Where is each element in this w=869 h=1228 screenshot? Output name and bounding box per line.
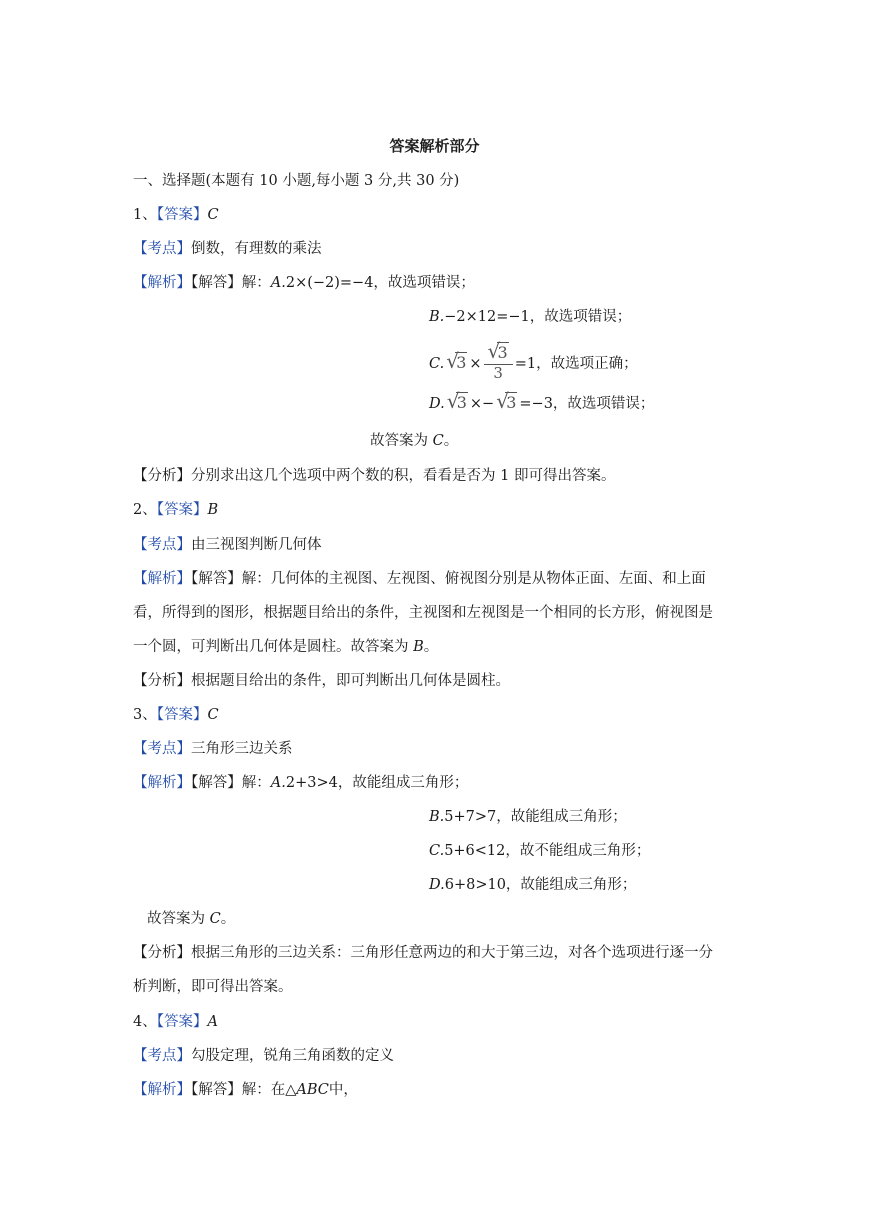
- q3-optB-line: [429, 807, 627, 827]
- q2-number: 2、: [133, 502, 157, 518]
- q2-sol-answer: B: [413, 639, 424, 655]
- sqrt-expression: [496, 389, 517, 414]
- radical-sign-icon: √: [487, 339, 501, 363]
- radical-sign-icon: √: [446, 349, 459, 373]
- q3-answer: C: [207, 707, 219, 723]
- analysis-tag: 【解析】: [133, 275, 191, 291]
- solution-tag: 【解答】: [191, 275, 242, 291]
- sqrt-expression: [446, 389, 468, 414]
- q2-sol-3: 一个圆，可判断出几何体是圆柱。故答案为: [133, 639, 414, 655]
- q3-solution-line: [133, 773, 468, 793]
- q1-conclusion: [370, 431, 458, 451]
- q4-answer-line: [133, 1012, 218, 1032]
- answer-tag: 【答案】: [156, 707, 208, 723]
- q1-optA-label: A.: [270, 275, 286, 291]
- q2-point-line: [133, 535, 322, 555]
- q3-optA-label: A.: [270, 775, 286, 791]
- radicand: 3: [456, 393, 467, 412]
- q2-solution-line-2: 看，所得到的图形，根据题目给出的条件，主视图和左视图是一个相同的长方形，俯视图是: [133, 605, 713, 621]
- analysis-tag: 【解析】: [133, 775, 191, 791]
- point-tag: 【考点】: [133, 741, 191, 757]
- q4-sol-post: 中，: [328, 1082, 358, 1098]
- answer-tag: 【答案】: [156, 1014, 208, 1030]
- q1-solution-line: [133, 273, 475, 293]
- sqrt-expression: [446, 349, 467, 374]
- q3-number: 3、: [133, 707, 157, 723]
- q2-review-line: [133, 671, 510, 691]
- q1-optD-line: [429, 389, 655, 414]
- q3-optB: 5+7>7，故能组成三角形；: [444, 809, 627, 825]
- page-title: 答案解析部分: [389, 137, 480, 155]
- q3-review-line-2: 析判断，即可得出答案。: [133, 979, 293, 995]
- q3-review-line-1: [133, 943, 713, 963]
- review-tag: 【分析】: [133, 945, 191, 961]
- q2-solution-line-3: [133, 637, 438, 657]
- q2-solution-line-1: [133, 569, 706, 589]
- q3-review-1: 根据三角形的三边关系：三角形任意两边的和大于第三边，对各个选项进行逐一分: [191, 945, 713, 961]
- q1-optD-mid: ×−: [469, 396, 495, 412]
- conclusion-answer: C: [432, 433, 444, 449]
- radicand: 3: [497, 343, 508, 362]
- solution-tag: 【解答】: [191, 571, 242, 587]
- q4-triangle-name: ABC: [296, 1082, 329, 1098]
- q3-optB-label: B.: [429, 809, 445, 825]
- section-heading: 一、选择题(本题有 10 小题,每小题 3 分,共 30 分): [133, 173, 460, 189]
- conclusion-end: 。: [443, 433, 459, 449]
- q3-optD-line: [429, 875, 636, 895]
- point-tag: 【考点】: [133, 537, 191, 553]
- analysis-tag: 【解析】: [133, 1082, 191, 1098]
- q2-answer: B: [207, 502, 219, 518]
- q1-optC-tail: =1，故选项正确；: [514, 356, 638, 372]
- fraction: [484, 339, 513, 382]
- fraction-denominator: 3: [493, 364, 503, 382]
- q1-review: 分别求出这几个选项中两个数的积，看看是否为 1 即可得出答案。: [191, 468, 616, 484]
- solution-tag: 【解答】: [191, 1082, 242, 1098]
- q3-optC-label: C.: [429, 843, 445, 859]
- times-sign: ×: [469, 356, 482, 372]
- q1-optC-label: C.: [429, 356, 445, 372]
- q4-solution-line: [133, 1080, 358, 1100]
- q2-review: 根据题目给出的条件，即可判断出几何体是圆柱。: [191, 673, 510, 689]
- q2-point: 由三视图判断几何体: [191, 537, 322, 553]
- analysis-tag: 【解析】: [133, 571, 191, 587]
- q1-answer: C: [207, 207, 219, 223]
- q4-answer: A: [207, 1014, 218, 1030]
- q4-sol-pre: 解：在△: [241, 1082, 297, 1098]
- q1-optB: −2×12=−1，故选项错误；: [444, 309, 632, 325]
- q3-optC: 5+6<12，故不能组成三角形；: [444, 843, 651, 859]
- q1-optD-label: D.: [429, 396, 445, 412]
- q3-conclusion: [147, 909, 235, 929]
- q3-point-line: [133, 739, 293, 759]
- conclusion-text: 故答案为: [147, 911, 210, 927]
- q1-review-line: [133, 466, 615, 486]
- q4-number: 4、: [133, 1014, 157, 1030]
- q1-optC-line: [429, 339, 638, 383]
- conclusion-text: 故答案为: [370, 433, 433, 449]
- q3-optD: 6+8>10，故能组成三角形；: [444, 877, 637, 893]
- q1-optB-label: B.: [429, 309, 445, 325]
- solution-tag: 【解答】: [191, 775, 242, 791]
- conclusion-end: 。: [220, 911, 236, 927]
- conclusion-answer: C: [209, 911, 221, 927]
- radical-sign-icon: √: [496, 389, 509, 413]
- point-tag: 【考点】: [133, 241, 191, 257]
- q1-point-line: [133, 239, 322, 259]
- radicand: 3: [506, 393, 517, 412]
- q4-point-line: [133, 1046, 394, 1066]
- q1-answer-line: [133, 205, 219, 225]
- q1-sol-prefix: 解：: [241, 275, 271, 291]
- answer-tag: 【答案】: [156, 207, 208, 223]
- q2-answer-line: [133, 500, 218, 520]
- point-tag: 【考点】: [133, 1048, 191, 1064]
- answer-tag: 【答案】: [156, 502, 208, 518]
- q1-optB-line: [429, 307, 631, 327]
- q2-sol-1: 解：几何体的主视图、左视图、俯视图分别是从物体正面、左面、和上面: [241, 571, 706, 587]
- q3-sol-prefix: 解：: [241, 775, 271, 791]
- q2-sol-end: 。: [423, 639, 439, 655]
- review-tag: 【分析】: [133, 673, 191, 689]
- radical-sign-icon: √: [446, 389, 460, 413]
- sqrt-expression: [487, 339, 509, 364]
- q1-optD-tail: =−3，故选项错误；: [519, 396, 655, 412]
- q4-point: 勾股定理，锐角三角函数的定义: [191, 1048, 394, 1064]
- q3-optC-line: [429, 841, 650, 861]
- q3-optD-label: D.: [429, 877, 445, 893]
- q1-optA: 2×(−2)=−4，故选项错误；: [285, 275, 475, 291]
- q3-optA: 2+3>4，故能组成三角形；: [285, 775, 469, 791]
- q1-number: 1、: [133, 207, 157, 223]
- q1-point: 倒数，有理数的乘法: [191, 241, 322, 257]
- q3-answer-line: [133, 705, 219, 725]
- review-tag: 【分析】: [133, 468, 191, 484]
- radicand: 3: [456, 353, 467, 372]
- q3-point: 三角形三边关系: [191, 741, 293, 757]
